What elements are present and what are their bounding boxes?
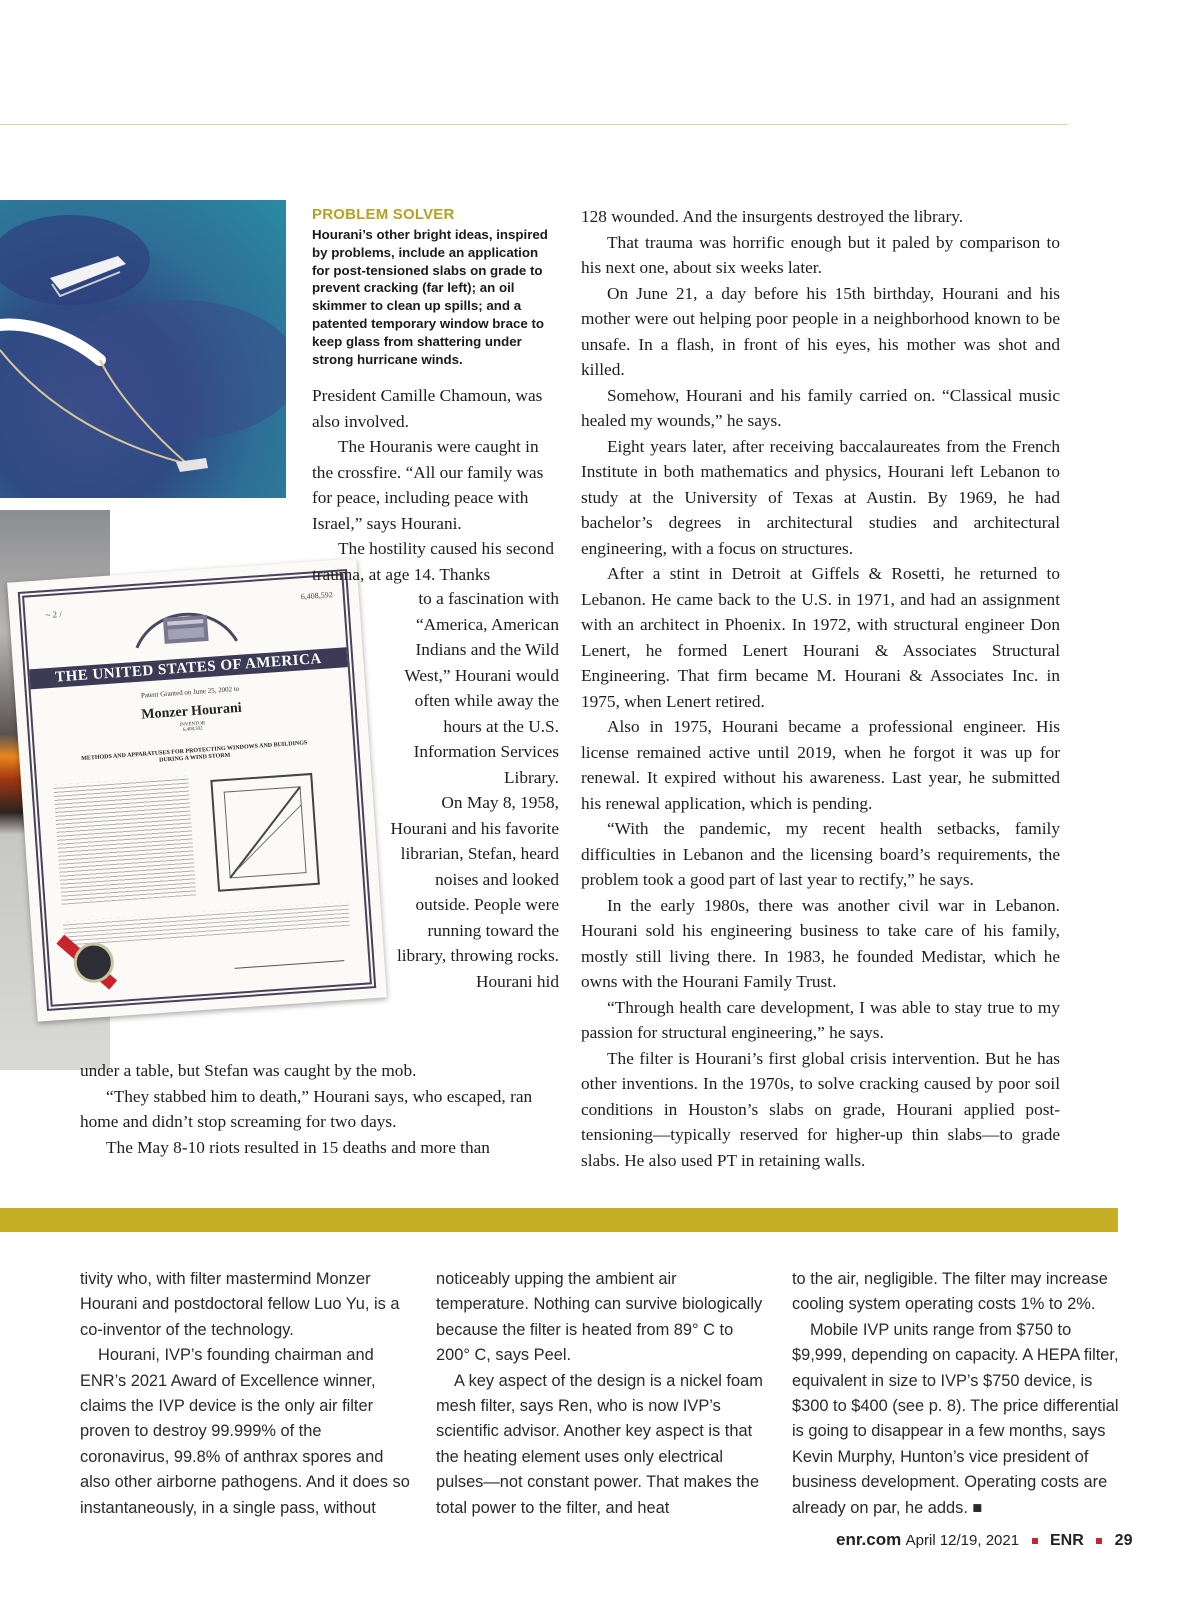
paragraph: That trauma was horrific enough but it paled by comparison to his next one, about six weeks later. xyxy=(581,232,1060,277)
paragraph: noticeably upping the ambient air temperature. Nothing can survive biologically because the filter is heated from 89° C to 200° C, says Peel. xyxy=(436,1270,763,1365)
patent-number: 6,408,592 xyxy=(182,726,203,733)
paragraph: After a stint in Detroit at Giffels & Rosetti, he returned to Lebanon. He came back to the U.S. in 1971, and had an assignment with an architect in Phoenix. In 1972, with structural engineer Don Lenert, he formed Lenert Hourani & Associates Structural Engineering. That firm became M. Hourani & Associates Inc. in 1975, when Lenert retired. xyxy=(581,564,1060,711)
article-mid-column xyxy=(312,383,559,587)
section-divider-bar xyxy=(0,1208,1118,1232)
footer-magazine: ENR xyxy=(1049,1532,1084,1549)
paragraph: A key aspect of the design is a nickel foam mesh filter, says Ren, who is now IVP’s scientific advisor. Another key aspect is that the heating element uses only electrical pulses—not constant power. That makes the total power to the filter, and heat xyxy=(436,1371,763,1517)
lower-column-1 xyxy=(80,1267,410,1521)
top-rule xyxy=(0,124,1068,125)
paragraph: Mobile IVP units range from $750 to $9,999, depending on capacity. A HEPA filter, equivalent in size to IVP’s $750 device, is $300 to $400 (see p. 8). The price differential is going to disappear in a few months, says Kevin Murphy, Hunton’s vice president of business development. Operating costs are already on par, he adds. ■ xyxy=(792,1320,1119,1517)
paragraph: tivity who, with filter mastermind Monzer Hourani and postdoctoral fellow Luo Yu, is a co-inventor of the technology. xyxy=(80,1270,400,1339)
paragraph: “With the pandemic, my recent health setbacks, family difficulties in Lebanon and the licensing board’s requirements, the problem took a good part of last year to rectify,” he says. xyxy=(581,819,1060,889)
paragraph: The May 8-10 riots resulted in 15 deaths and more than xyxy=(106,1137,490,1157)
page-footer xyxy=(836,1530,1133,1550)
patent-abstract xyxy=(53,776,196,905)
patent-title: METHODS AND APPARATUSES FOR PROTECTING WINDOWS AND BUILDINGS DURING A WIND STORM xyxy=(81,740,308,764)
article-mid-wrap xyxy=(382,586,559,994)
paragraph: Eight years later, after receiving baccalaureates from the French Institute in both mathematics and physics, Hourani left Lebanon to study at the University of Texas at Austin. By 1969, he had bachelor’s degrees in architectural studies and architectural engineering, with a focus on structures. xyxy=(581,436,1060,558)
patent-role: INVENTOR xyxy=(179,721,206,729)
page-number: 29 xyxy=(1114,1532,1133,1549)
paragraph: “They stabbed him to death,” Hourani says, who escaped, ran home and didn’t stop screaming for two days. xyxy=(80,1086,533,1131)
paragraph: to a fascination with “America, American Indians and the Wild West,” Hourani would often while away the hours at the U.S. Information Services Library. xyxy=(404,589,559,787)
paragraph: On June 21, a day before his 15th birthday, Hourani and his mother were out helping poor people in a neighborhood known to be unsafe. In a flash, in front of his eyes, his mother was shot and killed. xyxy=(581,283,1060,379)
oil-skimmer-photo xyxy=(0,200,286,498)
window-brace-figure xyxy=(201,763,330,901)
footer-bullet xyxy=(1096,1538,1102,1544)
paragraph: The Houranis were caught in the crossfire. “All our family was for peace, including peace with Israel,” says Hourani. xyxy=(312,437,544,533)
lower-column-2 xyxy=(436,1267,766,1521)
paragraph: President Camille Chamoun, was also involved. xyxy=(312,386,543,431)
patent-inventor-name: Monzer Hourani xyxy=(140,700,243,723)
paragraph: The hostility caused his second trauma, at age 14. Thanks xyxy=(312,539,554,584)
paragraph: Also in 1975, Hourani became a professional engineer. His license remained active until 2019, when he forgot it was up for renewal. It expired without his awareness. Last year, he submitted his renewal application, which is pending. xyxy=(581,717,1060,813)
patent-granted: Patent Granted on June 25, 2002 to xyxy=(140,684,240,700)
paragraph: 128 wounded. And the insurgents destroyed the library. xyxy=(581,207,964,226)
paragraph: to the air, negligible. The filter may increase cooling system operating costs 1% to 2%. xyxy=(792,1270,1108,1314)
paragraph: Somehow, Hourani and his family carried on. “Classical music healed my wounds,” he says. xyxy=(581,385,1060,430)
paragraph: In the early 1980s, there was another civil war in Lebanon. Hourani sold his engineering business to take care of his family, mostly still living there. In 1983, he founded Medistar, which he owns with the Hourani Family Trust. xyxy=(581,895,1060,991)
caption-heading: PROBLEM SOLVER xyxy=(312,206,455,223)
paragraph: Hourani, IVP’s founding chairman and ENR’s 2021 Award of Excellence winner, claims the IVP device is the only air filter proven to destroy 99.999% of the coronavirus, 99.8% of anthrax spores and also other airborne pathogens. And it does so instantaneously, in a single pass, without xyxy=(80,1346,410,1517)
paragraph: “Through health care development, I was able to stay true to my passion for structural engineering,” he says. xyxy=(581,997,1060,1042)
footer-site-link[interactable]: enr.com xyxy=(836,1530,902,1549)
lower-column-3 xyxy=(792,1267,1124,1521)
paragraph: The filter is Hourani’s first global crisis intervention. But he has other inventions. In the 1970s, to solve cracking caused by poor soil conditions in Houston’s slabs on grade, Hourani applied post-tensioning—typically reserved for higher-up thin slabs—to grade slabs. He also used PT in retaining walls. xyxy=(581,1048,1060,1170)
caption-body: Hourani’s other bright ideas, inspired by problems, include an application for post-tensioned slabs on grade to prevent cracking (far left); an oil skimmer to clean up spills; and a patented temporary window brace to keep glass from shattering under strong hurricane winds. xyxy=(312,227,548,367)
footer-bullet xyxy=(1032,1538,1038,1544)
patent-document: ~ 2 / 6,408,592 THE UNITED STATES OF AMERICA Patent Granted on June 25, 2002 to Monzer Hourani INVENTOR 6,408,592 METHODS AND APPARATUSES FOR PROTECTING WINDOWS AND BUILDINGS DURING A WIND STORM xyxy=(7,558,387,1021)
paragraph: On May 8, 1958, Hourani and his favorite librarian, Stefan, heard noises and looked outside. People were running toward the library, throwing rocks. Hourani hid xyxy=(390,793,559,991)
article-left-bottom xyxy=(80,1058,560,1160)
patent-banner: THE UNITED STATES OF AMERICA xyxy=(29,647,348,689)
article-right-column xyxy=(581,204,1060,1173)
eagle-emblem xyxy=(123,590,247,660)
footer-date: April 12/19, 2021 xyxy=(905,1532,1020,1549)
paragraph: under a table, but Stefan was caught by the mob. xyxy=(80,1061,417,1080)
patent-handwritten-number: 6,408,592 xyxy=(300,590,334,602)
